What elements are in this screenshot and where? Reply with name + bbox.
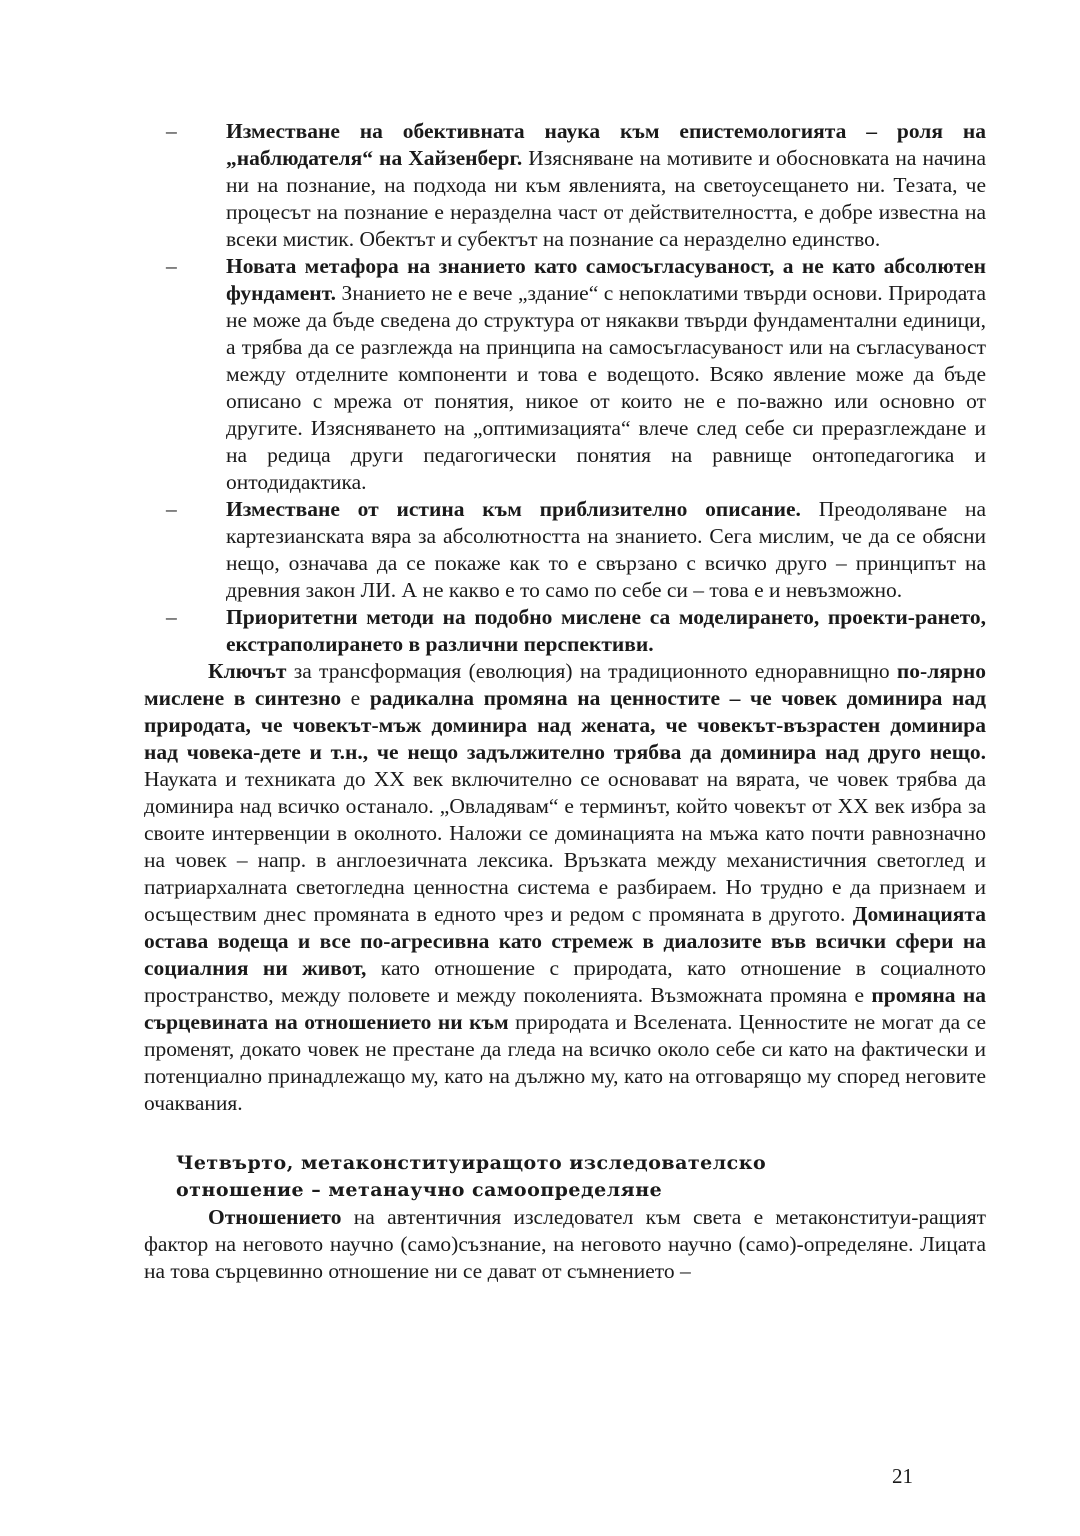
text-run: като отношение с природата, като отношение в социалното пространство, между половете и между поколенията. Възможната промяна е: [144, 956, 986, 1007]
page-body: [144, 118, 986, 1285]
item-text: Знанието не е вече „здание“ с непоклатими твърди основи. Природата не може да бъде сведена до структура от някакви твърди фундаментални единици, а трябва да се разглежда на принципа на самосъгласуваност или на съгласуваност между отделните компоненти и това е водещото. Всяко явление може да бъде описано с мрежа от понятия, никое от които не е по-важно или основно от другите. Изясняването на „оптимизацията“ влече след себе си преразглеждане и на редица други педагогически понятия на равнище онтопедагогика и онтодидактика.: [226, 281, 986, 494]
page-number: 21: [892, 1464, 913, 1488]
item-heading: Новата метафора на знанието като самосъгласуваност, а не като абсолютен фундамент.: [226, 254, 986, 305]
list-item: [144, 253, 986, 496]
section-heading-line: отношение – метанаучно самоопределяне: [176, 1179, 663, 1201]
bold-run: Доминацията остава водеща и все по-агресивна като стремеж в диалозите във всички сфери на социалния ни живот,: [144, 902, 986, 980]
text-run: за трансформация (еволюция) на традиционното едноравнищно: [286, 659, 897, 683]
text-run: природата и Вселената. Ценностите не могат да се променят, докато човек не престане да гледа на всичко около себе си като на фактически и потенциално принадлежащо му, като на дължно му, като на отговарящо му според неговите очаквания.: [144, 1010, 986, 1115]
bold-run: Ключът: [208, 659, 287, 683]
section-heading: [144, 1150, 986, 1204]
list-dash: –: [166, 119, 177, 143]
item-text: Изясняване на мотивите и обосновката на начина ни на познание, на подхода ни към явленията, на светоусещането ни. Тезата, че процесът на познание е неразделна част от действителността, е добре известна на всеки мистик. Обектът и субектът на познание са неразделно единство.: [226, 146, 987, 251]
text-run: Науката и техниката до XX век включително се основават на вярата, че човек трябва да доминира над всичко останало. „Овладявам“ е терминът, който човекът от XX век избра за своите интервенции в околното. Наложи се доминацията на мъжа като почти равнозначно на човек – напр. в англоезичната лексика. Връзката между механистичния светоглед и патриархалната светогледна ценностна система е разбираем. Но трудно е да признаем и осъществим днес промяната в едното чрез и редом с промяната в другото.: [144, 767, 986, 926]
bold-run: Отношението: [208, 1205, 342, 1229]
list-item: [144, 118, 986, 253]
section-heading-line: Четвърто, метаконституиращото изследователско: [176, 1152, 767, 1174]
item-heading: Приоритетни методи на подобно мислене са моделирането, проекти-рането, екстраполирането в различни перспективи.: [226, 605, 986, 656]
list-dash: –: [166, 497, 177, 521]
bold-run: промяна на сърцевината на отношението ни към: [144, 983, 986, 1034]
list-dash: –: [166, 254, 177, 278]
text-run: е: [341, 686, 370, 710]
bold-run: радикална промяна на ценностите – че човек доминира над природата, че човекът-мъж доминира над жената, че човекът-възрастен доминира над човека-дете и т.н., че нещо задължително трябва да доминира над друго нещо.: [144, 686, 986, 764]
text-run: на автентичния изследовател към света е метаконституи-ращият фактор на неговото научно (само)съзнание, на неговото научно (само)-определяне. Лицата на това сърцевинно отношение ни се дават от съмнението –: [144, 1205, 986, 1283]
body-paragraph: [144, 1204, 986, 1285]
item-heading: Изместване на обективната наука към епистемологията – роля на „наблюдателя“ на Хайзенберг.: [226, 119, 986, 170]
item-text: Преодоляване на картезианската вяра за абсолютността на знанието. Сега мислим, че да се обясни нещо, означава да се покаже как то е свързано с всичко друго – принципът на древния закон ЛИ. А не какво е то само по себе си – това е и невъзможно.: [226, 497, 986, 602]
body-paragraph: [144, 658, 986, 1117]
bold-run: по-лярно мислене в синтезно: [144, 659, 986, 710]
item-heading: Изместване от истина към приблизително описание.: [226, 497, 801, 521]
list-dash: –: [166, 605, 177, 629]
list-item: [144, 604, 986, 658]
list-item: [144, 496, 986, 604]
